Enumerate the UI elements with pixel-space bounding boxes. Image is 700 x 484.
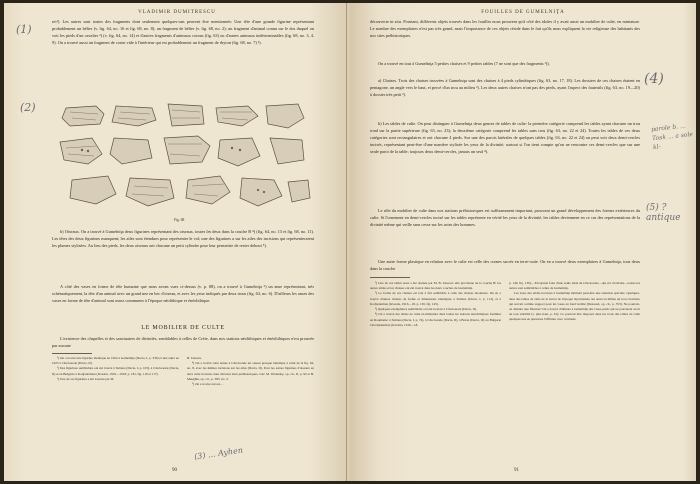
mobilier-text: L'existence des chapelles et des sanctuaires de divinités, semblables à celles de Crète, dans nos stations néolithiques et énéolithiques n'est prouvée par aucune xyxy=(52,336,314,348)
book-gutter xyxy=(346,3,347,481)
footnote: ³) Quelques exemplaires semblables ont été trouvés à Căscioarele (Dacia, II). xyxy=(375,307,477,312)
left-footnotes-col-1 xyxy=(52,356,179,387)
figure-68 xyxy=(52,98,314,218)
fragment-12 xyxy=(126,178,174,206)
left-intro-paragraph xyxy=(52,19,314,47)
footnote-rule-right xyxy=(370,277,410,278)
fragment-3 xyxy=(168,104,204,126)
found-text: On a trouvé en tout à Gumelniţa 5 petites chaises et 9 petites tables (7 ne sont que des fragments ¹)). xyxy=(378,61,550,66)
footnote: p. 140, fig. 139).—Exception faite d'une seule table de Căscioarele—qui est circulaire—toutes les autres sont semblables à celles de Gumelniţa. xyxy=(509,281,640,291)
footnote: ¹) On a trouvé une figurine identique en 1924 à Gumelniţa (Dacia, I, p. 330) et une autre en 1925 à Căscioarele (Dacia, II). xyxy=(52,356,179,366)
right-role-paragraph xyxy=(370,208,640,229)
left-footnotes xyxy=(52,356,314,387)
fragment-6 xyxy=(60,138,102,164)
fragment-8 xyxy=(164,136,210,164)
page-number-right: 91 xyxy=(514,468,519,473)
left-vases-paragraph xyxy=(52,284,314,305)
footnote: ⁴) On a trouvé cette année à Căscioarele un oiseau presque identique à celui de la fig. 64, no. 8, avec les mêmes incisions sur les ailes (Dacia, II). Pour les autres figurines d'oiseaux en terre cuite trouvées dans diverses sites préhistoriques, voir: M. Wosinsky, op. cit., II, p. 92 et H. Menghin, op. cit., p. 385, no. 3. xyxy=(187,361,314,381)
running-head-right: FOUILLES DE GUMELNIŢA xyxy=(481,10,565,15)
terre-text: Une autre forme plastique en relation avec le culte est celle des cornes sacrés en terre-cuite. On en a trouvé deux exemplaires à Gumelniţa, tous deux dans la couche xyxy=(370,259,640,271)
footnote: ¹) Une de ces tables nous a été donnée par M. B. Ionescu: elle provienne de la couche B; les autres tables et les chaises ont été trouvé dans les deux couches de Gumelniţa. xyxy=(370,281,501,291)
chairs-text: a) Chaises. Trois des chaises trouvées à Gumelniţa sont des chaises à 4 pieds cylindriques (fig. 63, no. 17, 18). Les dossiers de ces chaises étaient en pentagone, un angle vers le haut, et percé d'un trou au milieu ²). Les deux autres chaises n'ont pas des pieds, ayant l'aspect des fauteuils (fig. 63, no. 19—20) à dossier très petit ³). xyxy=(370,78,640,97)
left-page xyxy=(4,3,350,481)
right-terre-paragraph xyxy=(370,259,640,273)
margin-note-5: parole b. ... Tosk ... a sole kl- xyxy=(650,122,694,152)
right-tables-paragraph xyxy=(370,121,640,156)
page-number-left: 90 xyxy=(172,468,177,473)
margin-note-6: (5) ? antique xyxy=(646,203,681,223)
left-intro-text: rei¹). Les autres sont toutes des fragments dont seulement quelques-uns peuvent être mentionnés: Une tête d'une grande figurine représentant probablement un bélier (v. fig. 64, no. 16 et fig. 68, no. 8); un fragment de bélier (v. fig. 68, no. 2); un fragment d'animal connu sur le dos duquel on voit les pieds d'un cavalier ²) (v. fig. 64, no. 14) et d'autres fragments d'animaux cornus (fig. 63) ou d'autres animaux indéterminables (fig. 68, no. 3, 4, 9). On a trouvé aussi un fragment de corne vide à l'intérieur qui est probablement un fragment de rhyton (fig. 68, no. 7) ³). xyxy=(52,19,314,45)
fragment-4 xyxy=(216,106,258,126)
right-intro-text: découverte in situ. Pourtant, différents objets trouvés dans les fouilles nous prouvent qu'à côté des idoles il y avait aussi un mobilier de culte, en miniature. Le nombre des exemplaires n'est pas très grand, mais l'importance de ces objets réside dans le fait qu'ils nous expliquent la vie religieuse des habitants des nos sites préhistoriques. xyxy=(370,19,640,38)
right-footnotes-col-2 xyxy=(509,281,640,328)
right-footnotes-col-1 xyxy=(370,281,501,328)
footnote: Les trous des tables trouvées à Gumelniţa méritent peut-être une attention spéciale. Quelques-unes des tables de culte de la Grèce de l'époque mycénienne ont aussi au milieu un trou circulaire qui servait comme support pour les vases en fond bombé (Dussaud, op. cit., p. 353). Ne pourrait-on déduire une filiation? On a trouvé d'ailleurs à Gumelniţa des vases-pieds qui ne pouvaient avoir un tout stabilité (v. plus haut, p. 61); Ce pourrait être disposés dans les trous des tables de culte quelques uns en puissions l'affirmer avec certitude. xyxy=(509,291,640,321)
right-intro-paragraph xyxy=(370,19,640,40)
fragment-11 xyxy=(70,176,116,204)
footnote: ²) Des figurines semblables ont été trouvé à Sultana (Dacia, I, p. 103), à Căscioarele (Dacia, II) et en Bulgarie à Kodjaderman (Izvestia, 1916—1918, p. 181, fig. 116 et 117). xyxy=(52,366,179,376)
left-mobilier-paragraph xyxy=(52,336,314,350)
tables-text: b) Les tables de culte. On peut distinguer à Gumelniţa deux genres de tables de culte: la première catégorie comprend les tables ayant chacune un trou rond sur la partie supérieure (fig. 63, no. 23); la deuxième catégorie comprend les tables sans trou (fig. 63, no. 22 et 24). Toutes les tables de ces deux catégories sont rectangulaires et ont chacune 4 pieds. Sur une des parois latérales de quelques tables (fig. 63, no. 22 et 24) on peut voir deux demi-cercles incisés, représentant peut-être d'une manière stylisée les yeux de la divinité, surtout si l'on tient compte qu'on ne rencontre ces demi-cercles que sur une seule paroi de la table; toujours deux demi-cercles, jamais un seul ⁴). xyxy=(370,121,640,154)
fragment-7 xyxy=(110,138,152,164)
margin-note-1: (1) xyxy=(16,23,32,36)
margin-note-2: (2) xyxy=(20,101,36,114)
footnote: ³) Une de ces figurines a été trouvée par M. xyxy=(57,376,115,381)
birds-text: b) Oiseaux. On a trouvé à Gumelniţa deux figurines représentant des oiseaux, toutes les deux dans la couche B ⁴) (fig. 64, no. 13 et fig. 68, no. 11). Les têtes des deux figurines manquent; les ailes sont étendues pour représenter le vol; une des figurines a sur les ailes des incisions qui représenteraient les plumes stylisées. Au lieu des pieds, les deux oiseaux ont chacune un petit cylindre pour leur permettre de rester debout ⁵). xyxy=(52,229,314,248)
footnote-rule-left xyxy=(52,353,92,354)
footnote: B. Ionescu. xyxy=(187,356,202,360)
left-footnotes-col-2 xyxy=(187,356,314,387)
vases-text: A côté des vases en forme de tête humaine que nous avons vues ci-dessus (v. p. 88), on a trouvé à Gumelniţa ⁶) un anse représentant, très schématiquement, la tête d'un animal avec un grand nez en bec d'oiseau, et avec les yeux indiqués par deux trous (fig. 63, no. 6). D'ailleurs les anses des vases en forme de tête d'animal sont assez communes à l'époque néolithique et énéolithique. xyxy=(52,284,314,303)
running-head-left: VLADIMIR DUMITRESCU xyxy=(138,10,216,15)
left-birds-paragraph xyxy=(52,229,314,250)
fragment-9 xyxy=(218,138,260,166)
right-found-paragraph xyxy=(370,61,640,68)
right-footnotes xyxy=(370,281,640,328)
right-page xyxy=(350,3,696,481)
role-text: Le rôle du mobilier de culte dans nos stations préhistoriques est suffisamment important, prouvant un grand développement des formes extérieures du culte. Si l'ornement en demi-cercles incisé sur les tables représente en vérité les yeux de la divinité, les tables deviennent en ce cas des représentations de la divinité même qui veille sans cesse sur les actes des hommes. xyxy=(370,208,640,227)
fragment-10 xyxy=(270,138,304,164)
right-chairs-paragraph xyxy=(370,78,640,99)
fragment-5 xyxy=(266,104,304,128)
figure-caption: Fig. 68. xyxy=(174,218,186,222)
margin-note-4: (4) xyxy=(644,71,664,87)
figure-68-illustration xyxy=(52,98,314,216)
footnote: ²) La forme de ces chaises est tout à fait semblable à celle des chaises modernes. On en a trouvé d'autres chaises de forme et dimensions identiques à Sultana (Dacia, I, p. 113), et à Kodjaderman (Izvestia, 1916—18, p. 136, fig. 145). xyxy=(370,291,501,306)
book-spread xyxy=(4,3,696,481)
section-heading-mobilier: LE MOBILIER DE CULTE xyxy=(141,325,225,331)
margin-note-3: (3) ... Ayhen xyxy=(193,445,244,462)
fragment-1 xyxy=(62,106,104,126)
footnote: ⁵) On a trouvé encore… xyxy=(192,382,224,387)
footnote: ⁴) On a trouvé des tables de culte en miniature dans toutes les stations énéolithiques fouillées en Roumanie: à Sultana (Dacia, I, p. 74), à Căscioarele (Dacia, II), à Boian (Dacia, II); en Bulgarie à Kodjaderman (Izvestia, 1916—18, xyxy=(370,312,501,327)
fragment-2 xyxy=(112,106,156,126)
